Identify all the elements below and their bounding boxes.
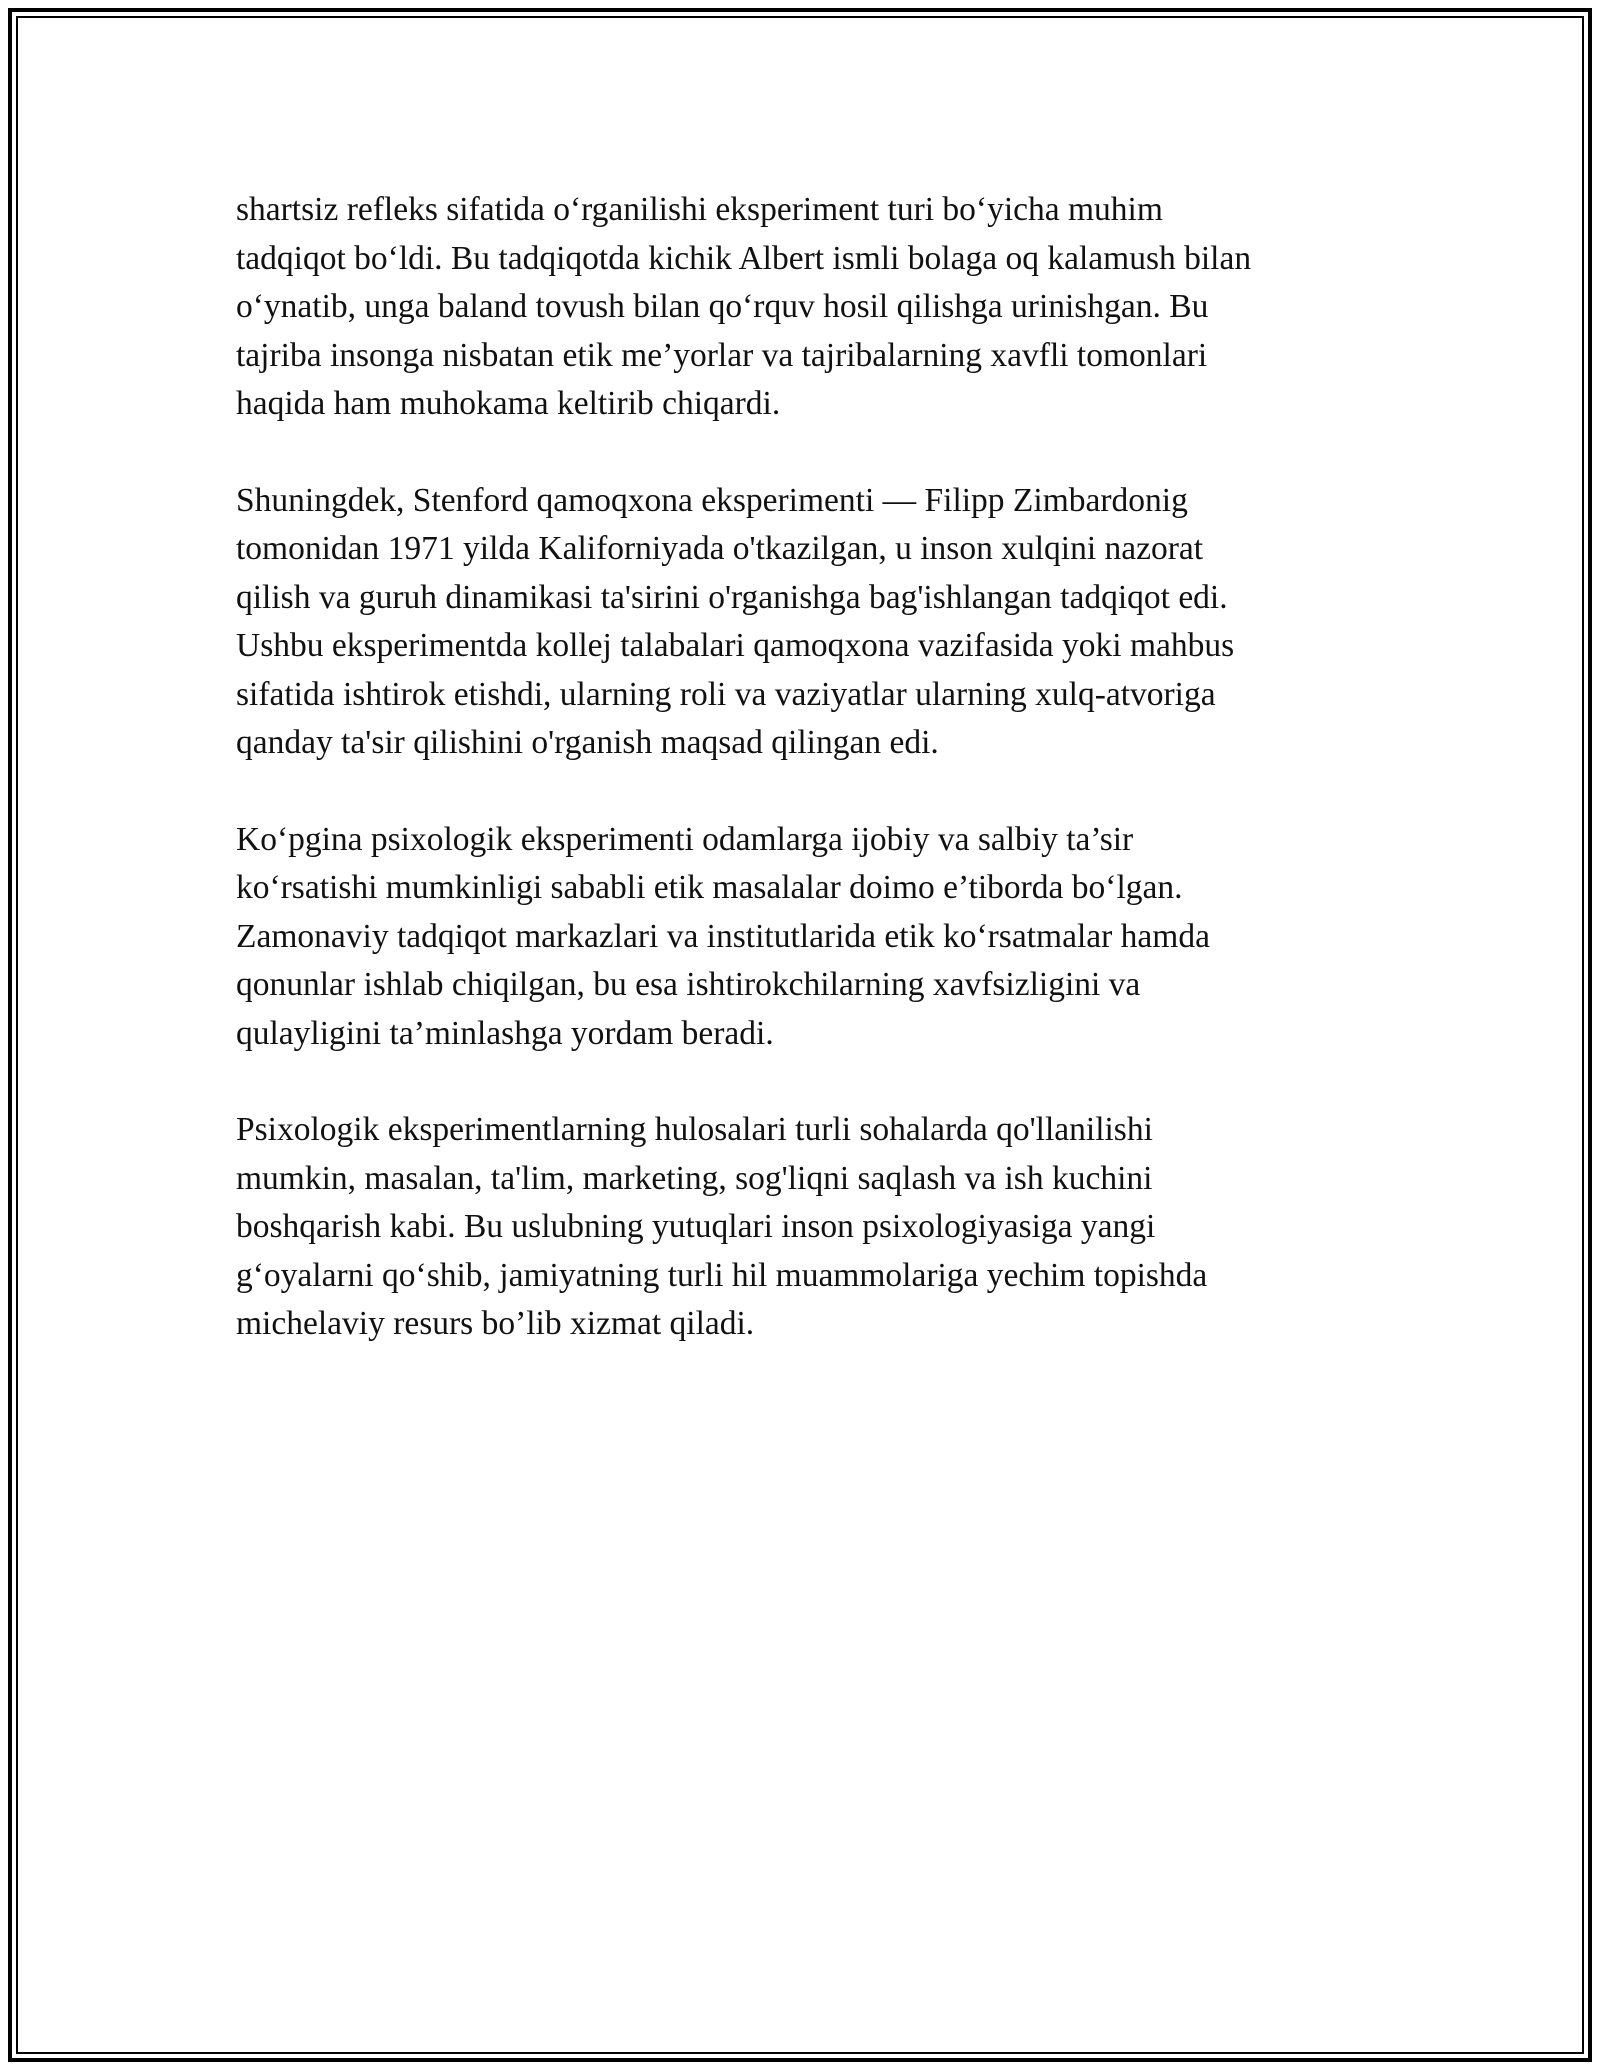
text-line: qonunlar ishlab chiqilgan, bu esa ishtirokchilarning xavfsizligini va	[236, 966, 1141, 1003]
text-line: boshqarish kabi. Bu uslubning yutuqlari inson psixologiyasiga yangi	[236, 1208, 1156, 1245]
text-line: Psixologik eksperimentlarning hulosalari turli sohalarda qo'llanilishi	[236, 1111, 1153, 1148]
paragraph-little-albert	[236, 186, 1376, 429]
text-line: g‘oyalarni qo‘shib, jamiyatning turli hil muammolariga yechim topishda	[236, 1256, 1208, 1294]
document-body	[236, 186, 1376, 1397]
paragraph-applications	[236, 1106, 1376, 1349]
text-line: Ushbu eksperimentda kollej talabalari qamoqxona vazifasida yoki mahbus	[236, 627, 1235, 664]
text-line: Ko‘pgina psixologik eksperimenti odamlarga ijobiy va salbiy ta’sir	[236, 820, 1134, 858]
text-line: mumkin, masalan, ta'lim, marketing, sog'liqni saqlash va ish kuchini	[236, 1159, 1153, 1197]
paragraph-stanford-prison	[236, 477, 1376, 768]
text-line: qulayligini ta’minlashga yordam beradi.	[236, 1014, 774, 1052]
text-line: Shuningdek, Stenford qamoqxona eksperimenti — Filipp Zimbardonig	[236, 481, 1188, 519]
text-line: ko‘rsatishi mumkinligi sababli etik masalalar doimo e’tiborda bo‘lgan.	[236, 869, 1183, 906]
text-line: haqida ham muhokama keltirib chiqardi.	[236, 385, 781, 422]
text-line: shartsiz refleks sifatida o‘rganilishi eksperiment turi bo‘yicha muhim	[236, 191, 1163, 228]
text-line: qilish va guruh dinamikasi ta'sirini o'rganishga bag'ishlangan tadqiqot edi.	[236, 578, 1228, 616]
text-line: o‘ynatib, unga baland tovush bilan qo‘rquv hosil qilishga urinishgan. Bu	[236, 288, 1209, 325]
text-line: Zamonaviy tadqiqot markazlari va institutlarida etik ko‘rsatmalar hamda	[236, 917, 1210, 955]
text-line: sifatida ishtirok etishdi, ularning roli va vaziyatlar ularning xulq-atvoriga	[236, 675, 1216, 713]
text-line: qanday ta'sir qilishini o'rganish maqsad qilingan edi.	[236, 724, 939, 761]
paragraph-ethics	[236, 816, 1376, 1059]
text-line: tadqiqot bo‘ldi. Bu tadqiqotda kichik Albert ismli bolaga oq kalamush bilan	[236, 239, 1252, 277]
text-line: michelaviy resurs bo’lib xizmat qiladi.	[236, 1305, 755, 1342]
text-line: tomonidan 1971 yilda Kaliforniyada o'tkazilgan, u inson xulqini nazorat	[236, 530, 1204, 567]
text-line: tajriba insonga nisbatan etik me’yorlar va tajribalarning xavfli tomonlari	[236, 336, 1208, 374]
